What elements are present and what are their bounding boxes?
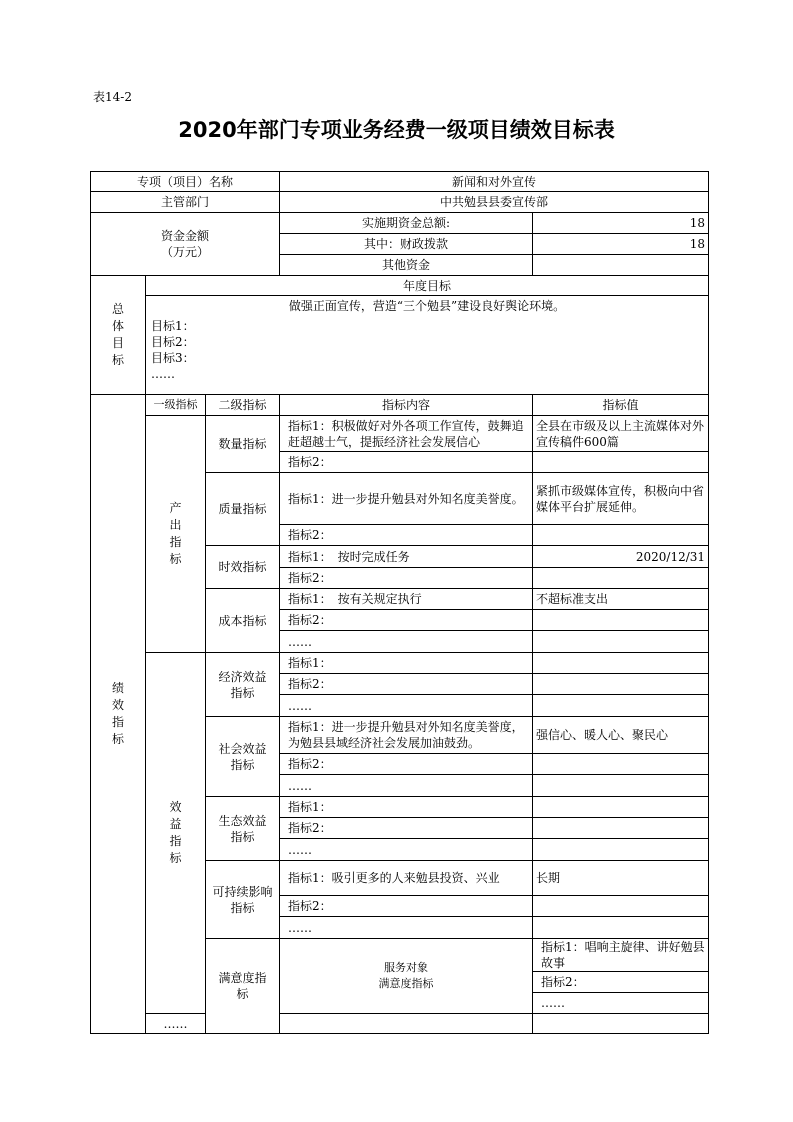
funds-total-value: 18 — [533, 213, 709, 234]
overall-label-char: 体 — [111, 319, 124, 333]
overall-label-char: 总 — [111, 302, 124, 316]
cost-ind1: 指标1： 按有关规定执行 — [280, 589, 533, 610]
header-value: 指标值 — [533, 395, 709, 416]
benefit-label-char: 益 — [169, 817, 182, 831]
service-satisfaction-label — [280, 939, 533, 1014]
social-indicator-label — [206, 717, 280, 797]
economic-indicator-label — [206, 653, 280, 717]
timeliness-ind1: 指标1： 按时完成任务 — [280, 546, 533, 568]
satisfaction-indicator-label — [206, 939, 280, 1034]
economic-ind1-value — [533, 653, 709, 674]
overall-label-char: 目 — [111, 336, 124, 350]
funds-label — [91, 213, 280, 276]
ecological-ind1: 指标1： — [280, 797, 533, 818]
project-name-value: 新闻和对外宣传 — [280, 172, 709, 192]
timeliness-ind1-value: 2020/12/31 — [533, 546, 709, 568]
service-label-line2: 满意度指标 — [378, 977, 434, 990]
satisfaction-label-line1: 满意度指 — [218, 971, 267, 985]
funds-total-label: 实施期资金总额: — [280, 213, 533, 234]
page-title: 2020年部门专项业务经费一级项目绩效目标表 — [178, 118, 615, 142]
output-label-char: 标 — [169, 552, 182, 566]
ecological-ind2-value — [533, 818, 709, 839]
annual-target-row — [91, 296, 709, 395]
service-label-line1: 服务对象 — [384, 961, 429, 974]
economic-ellipsis: …… — [280, 695, 533, 717]
overall-label-char: 标 — [111, 353, 124, 367]
goal-ellipsis: …… — [151, 367, 175, 381]
funds-fiscal-label: 其中：财政拨款 — [280, 234, 533, 255]
quality-indicator-label: 质量指标 — [206, 473, 280, 546]
project-name-label: 专项（项目）名称 — [91, 172, 280, 192]
satisfaction-label-line2: 标 — [236, 987, 249, 1001]
ecological-ind1-value — [533, 797, 709, 818]
quantity-ind1: 指标1：积极做好对外各项工作宣传，鼓舞追赶超越士气，提振经济社会发展信心 — [280, 416, 533, 452]
table-number: 表14-2 — [93, 90, 132, 104]
performance-indicator-label — [91, 395, 146, 1034]
table-row — [91, 653, 709, 674]
cost-ind2: 指标2： — [280, 610, 533, 631]
sustainable-ind2: 指标2： — [280, 896, 533, 917]
sustainable-ellipsis-value — [533, 917, 709, 939]
sustainable-label-line1: 可持续影响 — [212, 884, 273, 899]
timeliness-indicator-label: 时效指标 — [206, 546, 280, 589]
project-name-row — [91, 172, 709, 192]
social-ind2-value — [533, 754, 709, 775]
department-row — [91, 192, 709, 213]
performance-label-char: 绩 — [111, 681, 124, 695]
cost-ind1-value: 不超标准支出 — [533, 589, 709, 610]
quality-ind1: 指标1：进一步提升勉县对外知名度美誉度。 — [280, 473, 533, 525]
sustainable-ind1: 指标1：吸引更多的人来勉县投资、兴业 — [280, 861, 533, 896]
quantity-ind2: 指标2： — [280, 452, 533, 473]
funds-total-row — [91, 213, 709, 234]
output-label-char: 指 — [169, 535, 182, 549]
funds-other-label: 其他资金 — [280, 255, 533, 276]
social-ellipsis-value — [533, 775, 709, 797]
economic-label-line2: 指标 — [230, 685, 255, 700]
timeliness-ind2-value — [533, 568, 709, 589]
goal-2: 目标2： — [151, 335, 195, 349]
sustainable-indicator-label — [206, 861, 280, 939]
ecological-label-line1: 生态效益 — [218, 813, 267, 828]
funds-label-line1: 资金金额 — [161, 229, 210, 243]
indicator-header-row — [91, 395, 709, 416]
cost-ellipsis: …… — [280, 631, 533, 653]
funds-fiscal-value: 18 — [533, 234, 709, 255]
goal-1: 目标1： — [151, 319, 195, 333]
sustainable-ellipsis: …… — [280, 917, 533, 939]
header-level2: 二级指标 — [206, 395, 280, 416]
satisfaction-ellipsis-value — [533, 1014, 709, 1034]
social-label-line2: 指标 — [230, 757, 255, 772]
funds-label-line2: （万元） — [161, 245, 210, 259]
quality-ind1-value: 紧抓市级媒体宣传，积极向中省媒体平台扩展延伸。 — [533, 473, 709, 525]
ecological-label-line2: 指标 — [230, 829, 255, 844]
ecological-ind2: 指标2： — [280, 818, 533, 839]
cost-indicator-label: 成本指标 — [206, 589, 280, 653]
funds-other-value — [533, 255, 709, 276]
cost-ellipsis-value — [533, 631, 709, 653]
department-label: 主管部门 — [91, 192, 280, 213]
output-indicator-label — [146, 416, 206, 653]
benefit-label-char: 标 — [169, 851, 182, 865]
economic-ellipsis-value — [533, 695, 709, 717]
sustainable-ind1-value: 长期 — [533, 861, 709, 896]
performance-label-char: 指 — [111, 715, 124, 729]
benefit-indicator-label — [146, 653, 206, 1014]
economic-label-line1: 经济效益 — [218, 669, 267, 684]
economic-ind1: 指标1： — [280, 653, 533, 674]
table-row — [91, 416, 709, 452]
social-ind1: 指标1：进一步提升勉县对外知名度美誉度，为勉县县域经济社会发展加油鼓劲。 — [280, 717, 533, 754]
timeliness-ind2: 指标2： — [280, 568, 533, 589]
quantity-indicator-label: 数量指标 — [206, 416, 280, 473]
quantity-ind1-value: 全县在市级及以上主流媒体对外宣传稿件600篇 — [533, 416, 709, 452]
satisfaction-ellipsis-content — [280, 1014, 533, 1034]
performance-label-char: 标 — [111, 732, 124, 746]
output-label-char: 产 — [169, 501, 182, 515]
quality-ind2-value — [533, 525, 709, 546]
goal-3: 目标3： — [151, 351, 195, 365]
performance-target-table — [90, 171, 709, 1034]
cost-ind2-value — [533, 610, 709, 631]
satisfaction-ellipsis: …… — [146, 1014, 206, 1034]
header-level1: 一级指标 — [146, 395, 206, 416]
sustainable-ind2-value — [533, 896, 709, 917]
service-ellipsis: …… — [533, 993, 709, 1014]
social-ellipsis: …… — [280, 775, 533, 797]
sustainable-label-line2: 指标 — [230, 900, 255, 915]
social-label-line1: 社会效益 — [218, 741, 267, 756]
performance-label-char: 效 — [111, 698, 124, 712]
quality-ind2: 指标2： — [280, 525, 533, 546]
quantity-ind2-value — [533, 452, 709, 473]
overall-target-label — [91, 276, 146, 395]
economic-ind2-value — [533, 674, 709, 695]
ecological-ellipsis-value — [533, 839, 709, 861]
social-ind2: 指标2： — [280, 754, 533, 775]
annual-goal-text: 做强正面宣传，营造“三个勉县”建设良好舆论环境。 — [288, 299, 566, 313]
economic-ind2: 指标2： — [280, 674, 533, 695]
benefit-label-char: 指 — [169, 834, 182, 848]
annual-target-label: 年度目标 — [146, 276, 709, 296]
service-ind1: 指标1：唱响主旋律、讲好勉县故事 — [533, 939, 709, 972]
benefit-label-char: 效 — [169, 800, 182, 814]
output-label-char: 出 — [169, 518, 182, 532]
header-content: 指标内容 — [280, 395, 533, 416]
table-row — [91, 1014, 709, 1034]
service-ind2: 指标2： — [533, 972, 709, 993]
annual-target-header-row — [91, 276, 709, 296]
ecological-ellipsis: …… — [280, 839, 533, 861]
ecological-indicator-label — [206, 797, 280, 861]
social-ind1-value: 强信心、暖人心、聚民心 — [533, 717, 709, 754]
department-value: 中共勉县县委宣传部 — [280, 192, 709, 213]
annual-target-content — [146, 296, 709, 395]
